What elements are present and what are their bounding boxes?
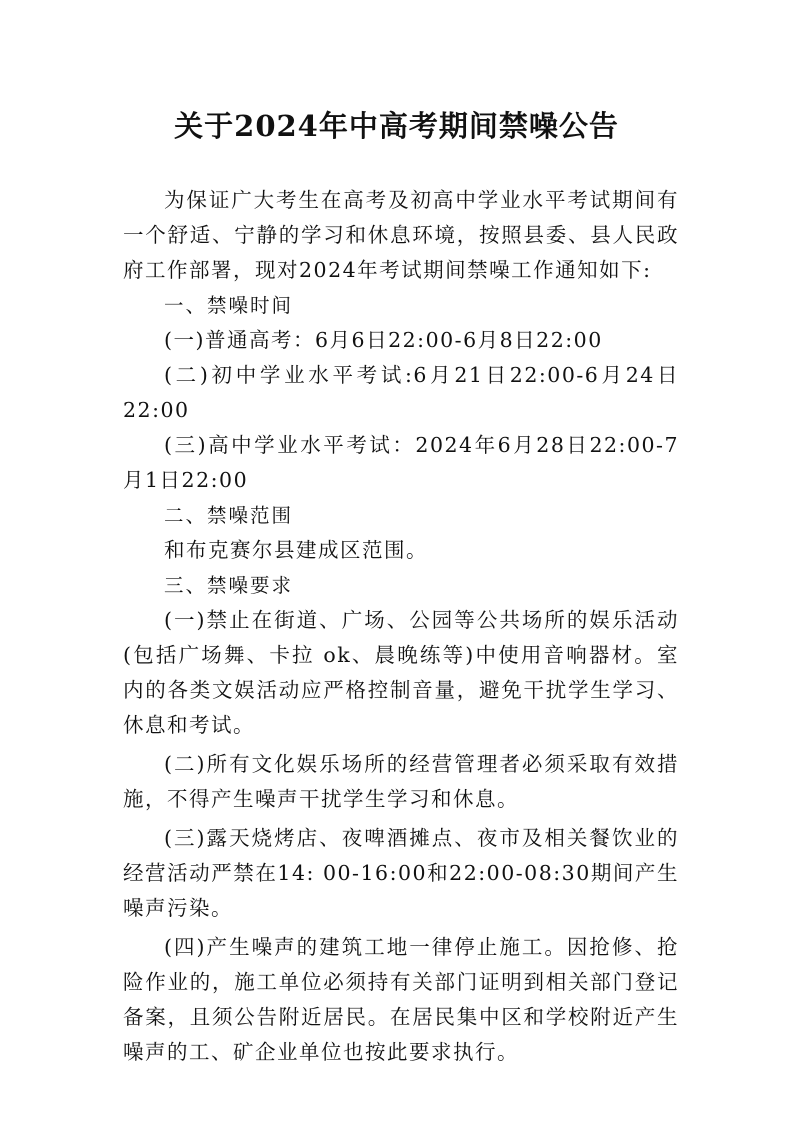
section-heading-scope: 二、禁噪范围 [164,504,294,527]
requirement-item-entertainment-venues: (二)所有文化娱乐场所的经营管理者必须采取有效措施，不得产生噪声干扰学生学习和休息。 [123,752,679,811]
intro-paragraph: 为保证广大考生在高考及初高中学业水平考试期间有一个舒适、宁静的学习和休息环境，按照县委、县人民政府工作部署，现对2024年考试期间禁噪工作通知如下: [123,188,679,282]
document-body [123,183,679,1070]
time-item-senior-exam: (三)高中学业水平考试：2024年6月28日22:00-7月1日22:00 [123,433,679,492]
requirement-item-public-places: (一)禁止在街道、广场、公园等公共场所的娱乐活动(包括广场舞、卡拉 ok、晨晚练等)中使用音响器材。室内的各类文娱活动应严格控制音量，避免干扰学生学习、休息和考试。 [123,608,679,737]
document-title: 关于2024年中高考期间禁噪公告 [174,109,619,143]
section-heading-requirements: 三、禁噪要求 [164,574,294,597]
time-item-junior-exam: (二)初中学业水平考试:6月21日22:00-6月24日22:00 [123,363,679,422]
requirement-item-construction: (四)产生噪声的建筑工地一律停止施工。因抢修、抢险作业的，施工单位必须持有关部门证明到相关部门登记备案，且须公告附近居民。在居民集中区和学校附近产生噪声的工、矿企业单位也按此要求执行。 [123,935,679,1064]
scope-paragraph: 和布克赛尔县建成区范围。 [164,538,428,562]
time-item-gaokao: (一)普通高考：6月6日22:00-6月8日22:00 [164,328,603,352]
requirement-item-outdoor-food: (三)露天烧烤店、夜啤酒摊点、夜市及相关餐饮业的经营活动严禁在14: 00-16:00和22:00-08:30期间产生噪声污染。 [123,826,679,920]
section-heading-time: 一、禁噪时间 [164,294,294,317]
